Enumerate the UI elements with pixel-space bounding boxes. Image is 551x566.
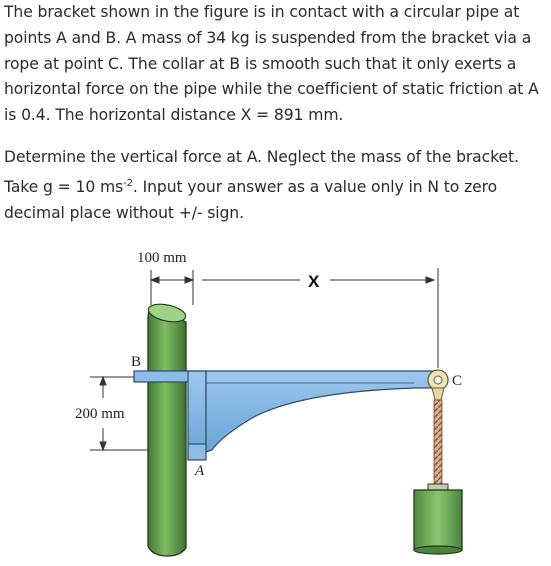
dim-left-label: 200 mm bbox=[75, 406, 125, 422]
eye-c bbox=[428, 370, 448, 400]
label-a: A bbox=[195, 463, 205, 479]
pipe bbox=[147, 301, 187, 556]
dimension-x bbox=[202, 268, 438, 368]
mass bbox=[414, 484, 462, 554]
label-b: B bbox=[131, 354, 142, 370]
label-c: C bbox=[452, 373, 463, 389]
question-paragraph-2: Determine the vertical force at A. Neglect the mass of the bracket. Take g = 10 $ms^{-2}$. Input your answer as a value only in N to zero decimal place without +/- sign. bbox=[4, 147, 519, 222]
question-paragraph-1: The bracket shown in the figure is in contact with a circular pipe at points A and B. A mass of 34 kg is suspended from the bracket via a rope at point C. The collar at B is smooth such that it only exerts a horizontal force on the pipe while the coefficient of static friction at A is 0.4. The horizontal distance X = 891 mm. bbox=[4, 3, 539, 125]
dim-top-label: 100 mm bbox=[137, 250, 187, 266]
dimension-100mm bbox=[151, 270, 193, 305]
dim-x-label: X bbox=[308, 272, 320, 291]
rope bbox=[434, 400, 442, 488]
